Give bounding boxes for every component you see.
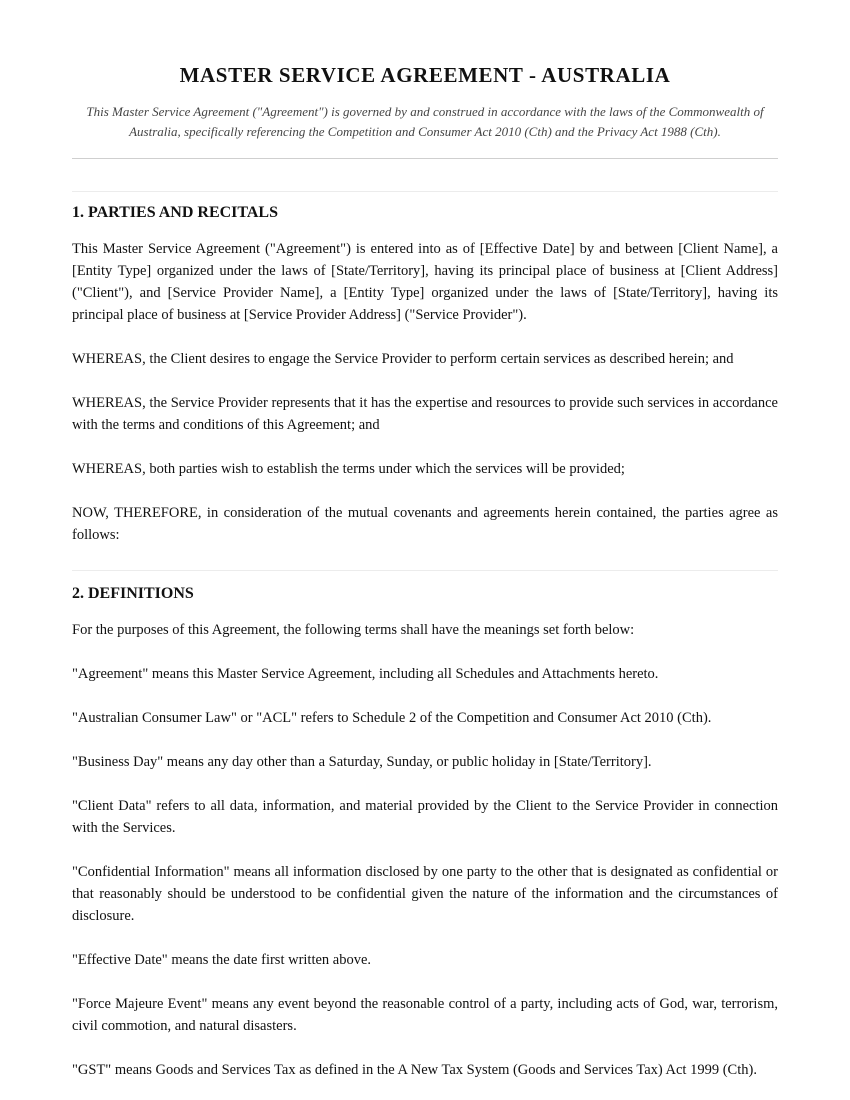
parties-paragraph: This Master Service Agreement ("Agreement") is entered into as of [Effective Date] by and between [Client Name], a [Entity Type] organized under the laws of [State/Territory], having its principal place of business at [Client Address] ("Client"), and [Service Provider Name], a [Entity Type] organized under the laws of [State/Territory], having its principal place of business at [Service Provider Address] ("Service Provider"). [72, 241, 778, 323]
recital-paragraph: WHEREAS, the Service Provider represents that it has the expertise and resources to provide such services in accordance with the terms and conditions of this Agreement; and [72, 395, 778, 433]
section-divider [72, 191, 778, 192]
section-heading: 1. PARTIES AND RECITALS [72, 204, 278, 221]
definitions-intro: For the purposes of this Agreement, the following terms shall have the meanings set forth below: [72, 622, 635, 638]
definition-item: "Force Majeure Event" means any event beyond the reasonable control of a party, including acts of God, war, terrorism, civil commotion, and natural disasters. [72, 996, 778, 1034]
definition-item: "Agreement" means this Master Service Agreement, including all Schedules and Attachments hereto. [72, 666, 659, 682]
header-divider [72, 158, 778, 159]
section-definitions [72, 570, 778, 1081]
section-parties-and-recitals [72, 191, 778, 546]
recital-paragraph: WHEREAS, the Client desires to engage the Service Provider to perform certain services as described herein; and [72, 351, 734, 367]
definition-item: "Business Day" means any day other than a Saturday, Sunday, or public holiday in [State/Territory]. [72, 754, 652, 770]
definition-item: "Client Data" refers to all data, information, and material provided by the Client to the Service Provider in connection with the Services. [72, 798, 778, 836]
consideration-paragraph: NOW, THEREFORE, in consideration of the mutual covenants and agreements herein contained, the parties agree as follows: [72, 505, 778, 543]
section-divider [72, 570, 778, 571]
section-heading: 2. DEFINITIONS [72, 585, 194, 602]
recital-paragraph: WHEREAS, both parties wish to establish the terms under which the services will be provided; [72, 461, 625, 477]
document-subtitle: This Master Service Agreement ("Agreement") is governed by and construed in accordance with the laws of the Commonwealth of Australia, specifically referencing the Competition and Consumer Act 2010 (Cth) and the Privacy Act 1988 (Cth). [86, 104, 764, 139]
document-title: MASTER SERVICE AGREEMENT - AUSTRALIA [179, 63, 671, 87]
definition-item: "Australian Consumer Law" or "ACL" refers to Schedule 2 of the Competition and Consumer Act 2010 (Cth). [72, 710, 712, 726]
definition-item: "Confidential Information" means all information disclosed by one party to the other that is designated as confidential or that reasonably should be understood to be confidential given the nature of the information and the circumstances of disclosure. [72, 864, 778, 924]
definition-item: "Effective Date" means the date first written above. [72, 952, 372, 968]
definition-item: "GST" means Goods and Services Tax as defined in the A New Tax System (Goods and Services Tax) Act 1999 (Cth). [72, 1062, 757, 1078]
